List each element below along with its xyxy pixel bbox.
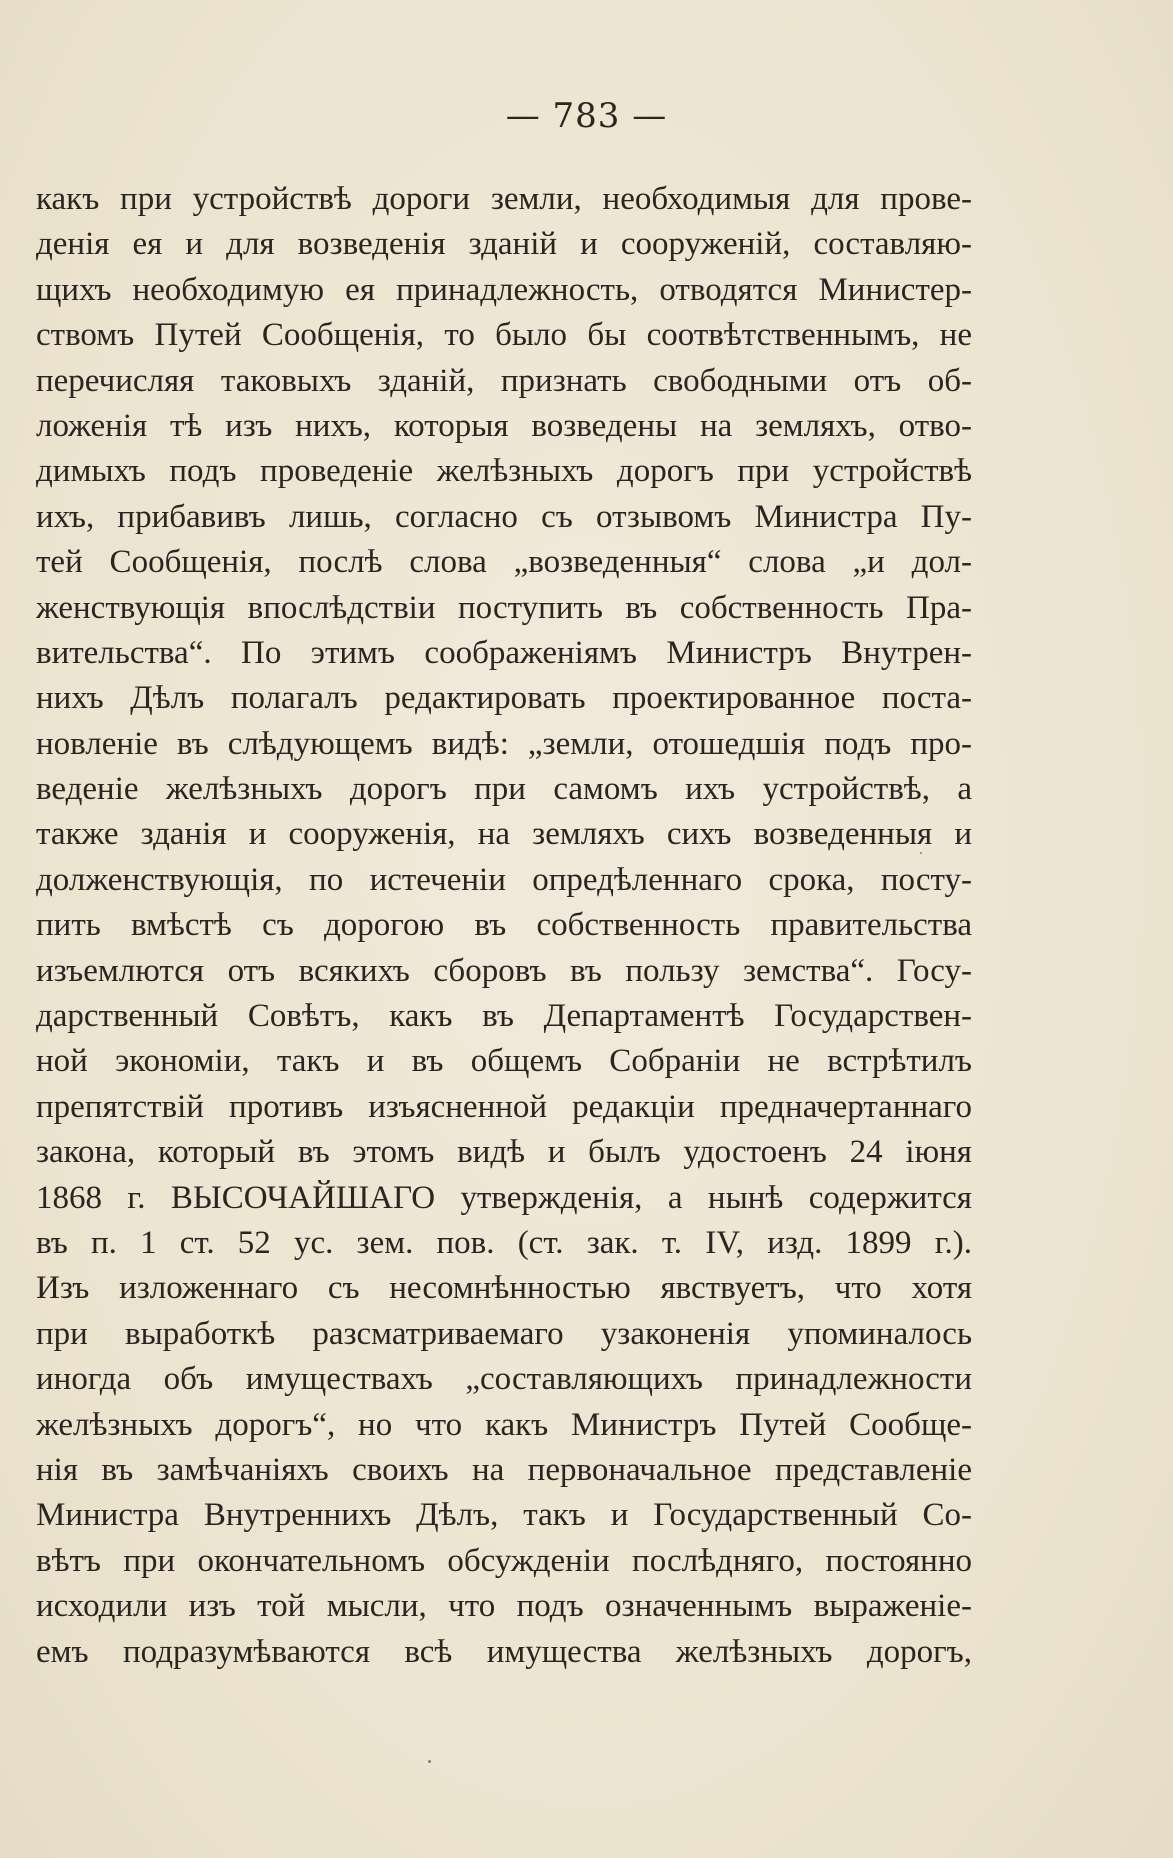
text-line: дарственный Совѣтъ, какъ въ Департаментѣ Государствен- [36, 998, 972, 1035]
text-line: исходили изъ той мысли, что подъ означеннымъ выраженіе- [36, 1588, 972, 1625]
page-number: — 783 — [505, 96, 668, 136]
text-line: перечисляя таковыхъ зданій, признать свободными отъ об- [36, 362, 972, 399]
text-line: димыхъ подъ проведеніе желѣзныхъ дорогъ при устройствѣ [36, 453, 972, 490]
text-line: иногда объ имуществахъ „составляющихъ принадлежности [36, 1361, 972, 1398]
text-line: веденіе желѣзныхъ дорогъ при самомъ ихъ устройствѣ, а [36, 771, 972, 808]
text-line: нихъ Дѣлъ полагалъ редактировать проектированное поста- [36, 680, 972, 717]
body-text [36, 177, 972, 1675]
text-line: изъемлются отъ всякихъ сборовъ въ пользу земства“. Госу- [36, 952, 972, 989]
text-line: емъ подразумѣваются всѣ имущества желѣзныхъ дорогъ, [36, 1633, 972, 1670]
text-line: нія въ замѣчаніяхъ своихъ на первоначальное представленіе [36, 1451, 972, 1488]
text-line: пить вмѣстѣ съ дорогою въ собственность правительства [36, 907, 972, 944]
text-line: при выработкѣ разсматриваемаго узаконенія упоминалось [36, 1315, 972, 1352]
text-line: ложенія тѣ изъ нихъ, которыя возведены на земляхъ, отво- [36, 407, 972, 444]
text-line: тей Сообщенія, послѣ слова „возведенныя“ слова „и дол- [36, 544, 972, 581]
text-line: закона, который въ этомъ видѣ и былъ удостоенъ 24 іюня [36, 1134, 972, 1171]
text-line: также зданія и сооруженія, на земляхъ сихъ возведенныя и [36, 816, 972, 853]
text-line: денія ея и для возведенія зданій и сооруженій, составляю- [36, 226, 972, 263]
text-line: щихъ необходимую ея принадлежность, отводятся Министер- [36, 271, 972, 308]
text-line: Министра Внутреннихъ Дѣлъ, такъ и Государственный Со- [36, 1497, 972, 1534]
text-line: 1868 г. ВЫСОЧАЙШАГО утвержденія, а нынѣ содержится [36, 1179, 972, 1216]
paper-speck [428, 1760, 431, 1763]
text-line: въ п. 1 ст. 52 ус. зем. пов. (ст. зак. т. IV, изд. 1899 г.). [36, 1224, 972, 1261]
text-line: вительства“. По этимъ соображеніямъ Министръ Внутрен- [36, 634, 972, 671]
text-line: женствующія впослѣдствіи поступить въ собственность Пра- [36, 589, 972, 626]
text-line: препятствій противъ изъясненной редакціи предначертаннаго [36, 1088, 972, 1125]
text-line: желѣзныхъ дорогъ“, но что какъ Министръ Путей Сообще- [36, 1406, 972, 1443]
text-line: ствомъ Путей Сообщенія, то было бы соотвѣтственнымъ, не [36, 317, 972, 354]
text-line: новленіе въ слѣдующемъ видѣ: „земли, отошедшія подъ про- [36, 725, 972, 762]
text-line: ихъ, прибавивъ лишь, согласно съ отзывомъ Министра Пу- [36, 498, 972, 535]
paper-speck [920, 852, 922, 854]
text-line: ной экономіи, такъ и въ общемъ Собраніи не встрѣтилъ [36, 1043, 972, 1080]
text-line: долженствующія, по истеченіи опредѣленнаго срока, посту- [36, 861, 972, 898]
text-line: какъ при устройствѣ дороги земли, необходимыя для прове- [36, 181, 972, 217]
text-line: вѣтъ при окончательномъ обсужденіи послѣдняго, постоянно [36, 1542, 972, 1579]
text-line: Изъ изложеннаго съ несомнѣнностью явствуетъ, что хотя [36, 1270, 972, 1307]
